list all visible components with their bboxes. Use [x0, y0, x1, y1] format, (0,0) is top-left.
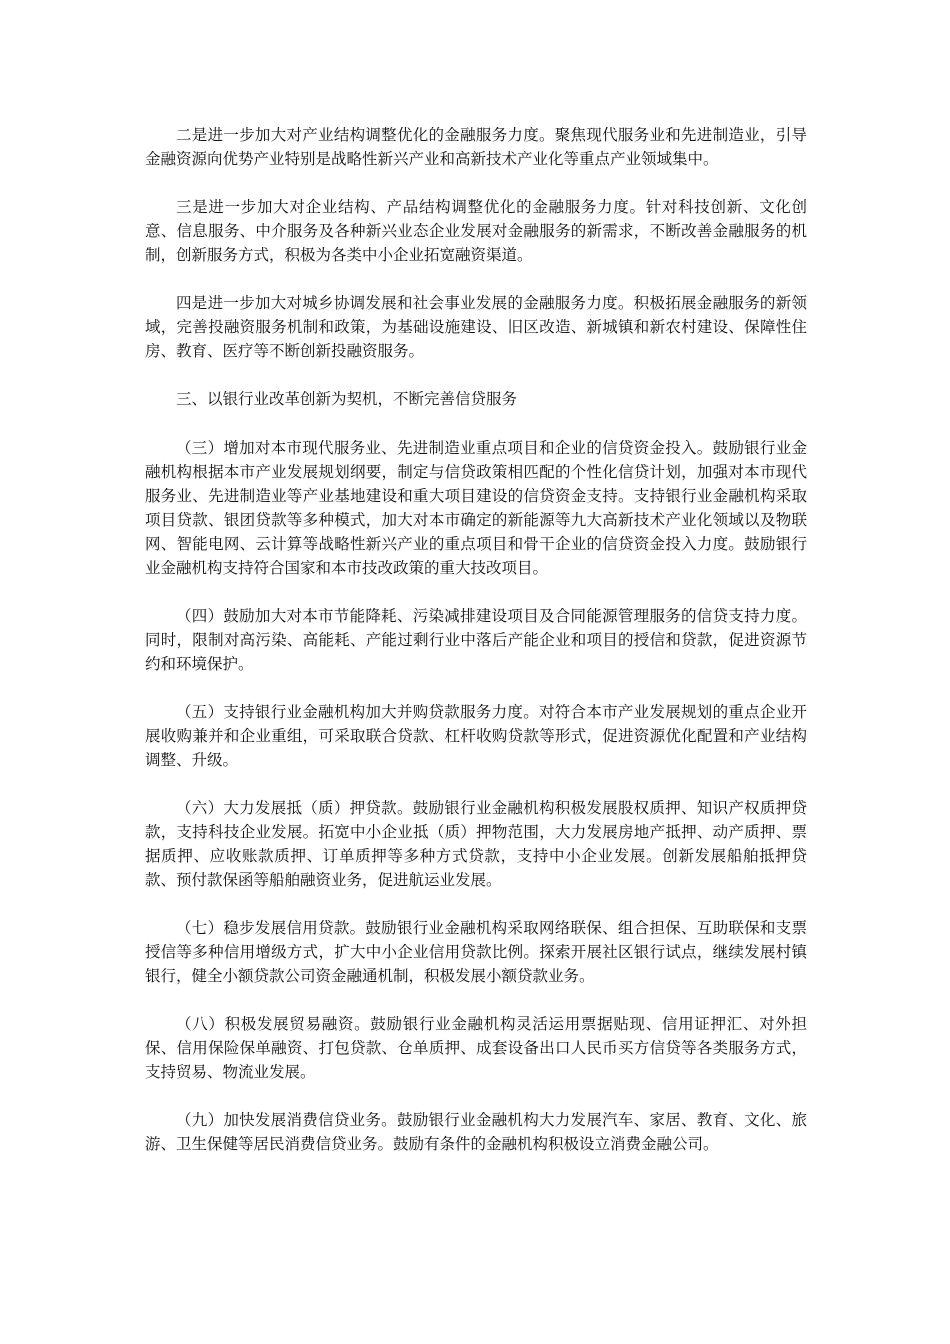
paragraph-enterprise-structure: 三是进一步加大对企业结构、产品结构调整优化的金融服务力度。针对科技创新、文化创意、信息服务、中介服务及各种新兴业态企业发展对金融服务的新需求，不断改善金融服务的机制，创新服务方式，积极为各类中小企业拓宽融资渠道。: [145, 198, 807, 264]
paragraph-item-3: （三）增加对本市现代服务业、先进制造业重点项目和企业的信贷资金投入。鼓励银行业金融机构根据本市产业发展规划纲要，制定与信贷政策相匹配的个性化信贷计划，加强对本市现代服务业、先进制造业等产业基地建设和重大项目建设的信贷资金支持。支持银行业金融机构采取项目贷款、银团贷款等多种模式，加大对本市确定的新能源等九大高新技术产业化领域以及物联网、智能电网、云计算等战略性新兴产业的重点项目和骨干企业的信贷资金投入力度。鼓励银行业金融机构支持符合国家和本市技改政策的重大技改项目。: [145, 439, 807, 577]
paragraph-item-8: （八）积极发展贸易融资。鼓励银行业金融机构灵活运用票据贴现、信用证押汇、对外担保、信用保险保单融资、打包贷款、仓单质押、成套设备出口人民币买方信贷等各类服务方式，支持贸易、物流业发展。: [145, 1015, 807, 1081]
paragraph-item-4: （四）鼓励加大对本市节能降耗、污染减排建设项目及合同能源管理服务的信贷支持力度。同时，限制对高污染、高能耗、产能过剩行业中落后产能企业和项目的授信和贷款，促进资源节约和环境保护。: [145, 607, 807, 673]
paragraph-item-7: （七）稳步发展信用贷款。鼓励银行业金融机构采取网络联保、组合担保、互助联保和支票授信等多种信用增级方式，扩大中小企业信用贷款比例。探索开展社区银行试点，继续发展村镇银行，健全小额贷款公司资金融通机制，积极发展小额贷款业务。: [145, 919, 807, 985]
paragraph-item-6: （六）大力发展抵（质）押贷款。鼓励银行业金融机构积极发展股权质押、知识产权质押贷款，支持科技企业发展。拓宽中小企业抵（质）押物范围，大力发展房地产抵押、动产质押、票据质押、应收账款质押、订单质押等多种方式贷款，支持中小企业发展。创新发展船舶抵押贷款、预付款保函等船舶融资业务，促进航运业发展。: [145, 799, 807, 889]
paragraph-item-9: （九）加快发展消费信贷业务。鼓励银行业金融机构大力发展汽车、家居、教育、文化、旅游、卫生保健等居民消费信贷业务。鼓励有条件的金融机构积极设立消费金融公司。: [145, 1111, 807, 1153]
paragraph-item-5: （五）支持银行业金融机构加大并购贷款服务力度。对符合本市产业发展规划的重点企业开展收购兼并和企业重组，可采取联合贷款、杠杆收购贷款等形式，促进资源优化配置和产业结构调整、升级。: [145, 703, 807, 769]
section-heading-credit-services: 三、以银行业改革创新为契机，不断完善信贷服务: [176, 390, 518, 408]
document-body: [145, 123, 807, 1180]
paragraph-industrial-structure: 二是进一步加大对产业结构调整优化的金融服务力度。聚焦现代服务业和先进制造业，引导金融资源向优势产业特别是战略性新兴产业和高新技术产业化等重点产业领域集中。: [145, 126, 807, 168]
paragraph-urban-rural: 四是进一步加大对城乡协调发展和社会事业发展的金融服务力度。积极拓展金融服务的新领域，完善投融资服务机制和政策，为基础设施建设、旧区改造、新城镇和新农村建设、保障性住房、教育、医疗等不断创新投融资服务。: [145, 294, 807, 360]
